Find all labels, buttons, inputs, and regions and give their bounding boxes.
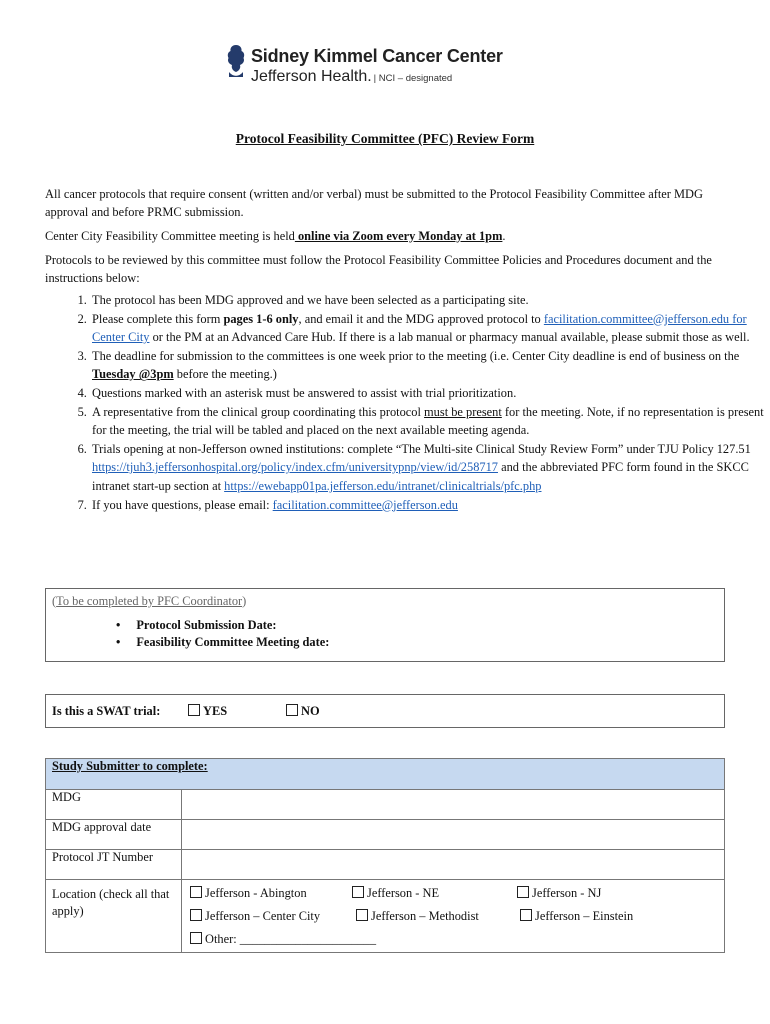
- swat-yes-label: YES: [203, 704, 228, 718]
- table-row: [46, 850, 725, 880]
- meeting-text: Center City Feasibility Committee meeting is held: [45, 229, 295, 243]
- mdg-approval-date-label: MDG approval date: [46, 820, 182, 850]
- swat-box: [45, 694, 725, 728]
- logo-nci: | NCI – designated: [373, 73, 453, 84]
- ne-label: Jefferson - NE: [367, 886, 440, 900]
- logo-title: Sidney Kimmel Cancer Center: [251, 46, 503, 66]
- instruction-3-deadline: Tuesday @3pm: [92, 367, 174, 382]
- swat-no-option[interactable]: [286, 704, 320, 719]
- meeting-period: .: [502, 229, 506, 243]
- swat-no-label: NO: [301, 704, 320, 718]
- logo-jefferson: Jefferson Health.: [251, 68, 372, 85]
- instruction-6: [90, 440, 770, 496]
- protocol-submission-date: • Protocol Submission Date:: [116, 617, 329, 634]
- ne-checkbox[interactable]: [352, 886, 364, 898]
- instruction-6-text-a: Trials opening at non-Jefferson owned institutions: complete “The Multi-site Clinical Study Review Form” under TJU Policy 127.51: [92, 441, 751, 456]
- mdg-approval-date-field[interactable]: [182, 820, 725, 850]
- other-checkbox[interactable]: [190, 932, 202, 944]
- instruction-3: [90, 347, 770, 384]
- center-city-label: Jefferson – Center City: [205, 909, 321, 923]
- location-einstein[interactable]: [520, 909, 633, 924]
- location-ne[interactable]: [352, 886, 439, 901]
- instruction-3-text-a: The deadline for submission to the committees is one week prior to the meeting (i.e. Center City deadline is end of business on the: [92, 348, 740, 363]
- meeting-schedule: online via Zoom every Monday at 1pm: [294, 229, 503, 243]
- mdg-label: MDG: [46, 790, 182, 820]
- intro-paragraph-1: All cancer protocols that require consent (written and/or verbal) must be submitted to the Protocol Feasibility Committee after MDG approval and before PRMC submission.: [45, 187, 703, 219]
- location-nj[interactable]: [517, 886, 601, 901]
- study-heading: Study Submitter to complete:: [46, 759, 725, 790]
- coordinator-paren-close: ): [242, 594, 247, 608]
- table-row: [46, 790, 725, 820]
- instruction-5: [90, 403, 770, 440]
- table-row: [46, 880, 725, 953]
- einstein-label: Jefferson – Einstein: [535, 909, 634, 923]
- instruction-2-pages: pages 1-6 only: [223, 311, 299, 326]
- swat-yes-checkbox[interactable]: [188, 704, 200, 716]
- instruction-6-text-b: and the abbreviated PFC form found in the SKCC intranet start-up section at: [92, 460, 749, 493]
- methodist-label: Jefferson – Methodist: [371, 909, 479, 923]
- location-center-city[interactable]: [190, 909, 320, 924]
- swat-yes-option[interactable]: [188, 704, 227, 719]
- swat-label: Is this a SWAT trial:: [52, 704, 161, 718]
- protocol-jt-number-field[interactable]: [182, 850, 725, 880]
- nj-label: Jefferson - NJ: [532, 886, 602, 900]
- instruction-1: 1. The protocol has been MDG approved and we have been selected as a participating site.: [90, 291, 770, 310]
- swat-no-checkbox[interactable]: [286, 704, 298, 716]
- location-options: [182, 880, 725, 953]
- intranet-pfc-link[interactable]: https://ewebapp01pa.jefferson.edu/intranet/clinicaltrials/pfc.php: [224, 478, 542, 493]
- coordinator-list: [116, 617, 329, 651]
- instruction-4: 4. Questions marked with an asterisk must be answered to assist with trial prioritization.: [90, 384, 770, 403]
- instruction-2: [90, 310, 770, 347]
- intro-paragraph-3: Protocols to be reviewed by this committee must follow the Protocol Feasibility Committee Policies and Procedures document and the instructions below:: [45, 253, 712, 285]
- coordinator-heading-text: To be completed by PFC Coordinator: [56, 594, 243, 608]
- logo-subtitle: [251, 68, 452, 86]
- instruction-2-text-c: or the PM at an Advanced Care Hub. If there is a lab manual or pharmacy manual available, please submit those as well.: [149, 330, 750, 345]
- mdg-field[interactable]: [182, 790, 725, 820]
- methodist-checkbox[interactable]: [356, 909, 368, 921]
- location-abington[interactable]: [190, 886, 307, 901]
- instruction-2-text-b: , and email it and the MDG approved protocol to: [298, 311, 544, 326]
- instruction-5-text-a: A representative from the clinical group coordinating this protocol: [92, 404, 425, 419]
- location-label: Location (check all that apply): [46, 880, 182, 953]
- nj-checkbox[interactable]: [517, 886, 529, 898]
- table-row: [46, 820, 725, 850]
- tju-policy-link[interactable]: https://tjuh3.jeffersonhospital.org/policy/index.cfm/universitypnp/view/id/258717: [92, 460, 498, 475]
- instruction-5-text-b: for the meeting. Note, if no representation is present for the meeting, the trial will be tabled and placed on the next available meeting agenda.: [92, 404, 764, 438]
- einstein-checkbox[interactable]: [520, 909, 532, 921]
- questions-email-link[interactable]: facilitation.committee@jefferson.edu: [272, 497, 458, 512]
- study-heading-row: [46, 759, 725, 790]
- other-label: Other: ______________________: [205, 932, 377, 946]
- protocol-jt-number-label: Protocol JT Number: [46, 850, 182, 880]
- form-title: Protocol Feasibility Committee (PFC) Review Form: [235, 131, 535, 146]
- abington-label: Jefferson - Abington: [205, 886, 307, 900]
- location-other[interactable]: [190, 932, 376, 947]
- feasibility-meeting-date: • Feasibility Committee Meeting date:: [116, 634, 329, 651]
- abington-checkbox[interactable]: [190, 886, 202, 898]
- facilitation-email-link[interactable]: facilitation.committee@jefferson.edu for Center City: [92, 311, 747, 345]
- coordinator-heading: [52, 594, 246, 609]
- intro-paragraph-2: [45, 227, 725, 245]
- coordinator-box: [45, 588, 725, 662]
- instruction-7: [90, 496, 770, 515]
- instruction-7-text: If you have questions, please email:: [92, 497, 273, 512]
- instruction-5-must-be-present: must be present: [424, 404, 502, 419]
- instructions-list: [45, 291, 770, 514]
- logo-figure-icon: [226, 44, 246, 78]
- instruction-2-text-a: Please complete this form: [92, 311, 224, 326]
- coordinator-paren-open: (: [52, 594, 57, 608]
- center-city-checkbox[interactable]: [190, 909, 202, 921]
- instruction-3-text-b: before the meeting.): [173, 367, 277, 382]
- skcc-logo: [224, 44, 524, 94]
- study-submitter-table: [45, 758, 725, 953]
- location-methodist[interactable]: [356, 909, 479, 924]
